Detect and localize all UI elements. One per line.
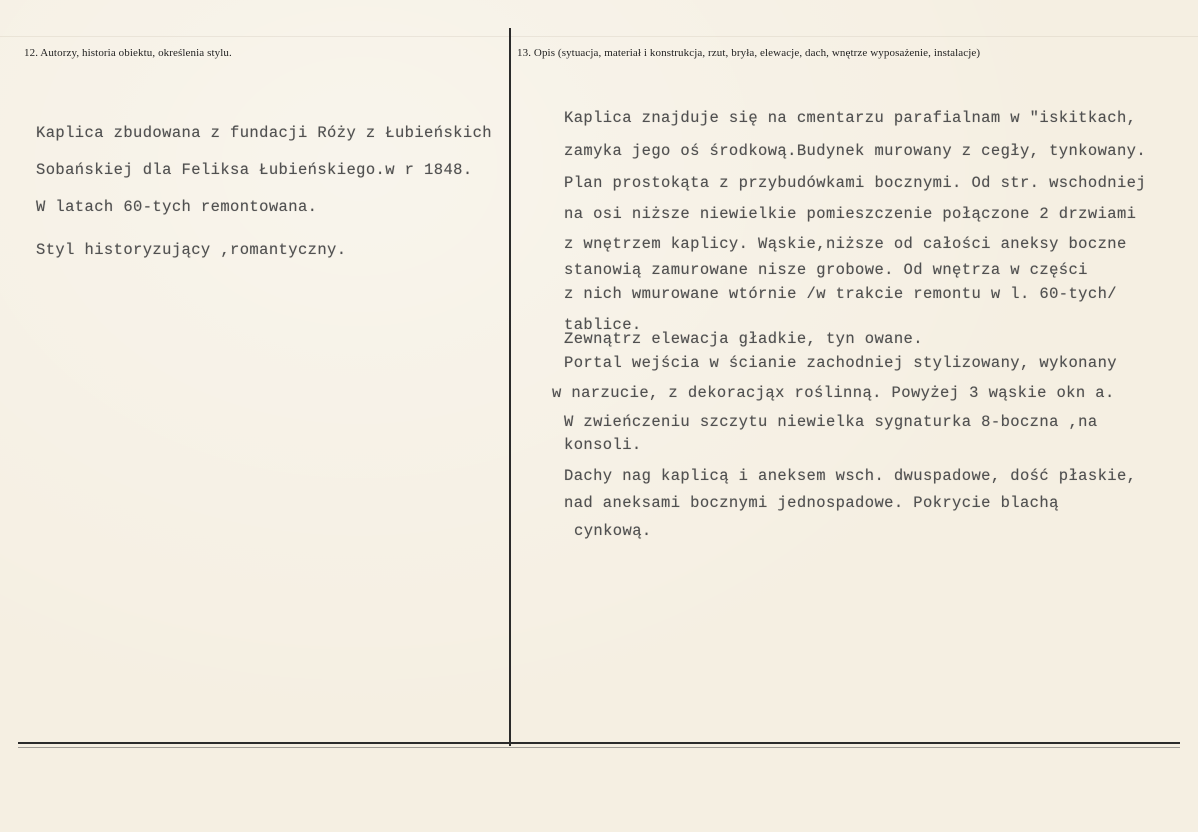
description-line: z wnętrzem kaplicy. Wąskie,niższe od całości aneksy boczne bbox=[564, 235, 1127, 253]
history-line: Styl historyzujący ,romantyczny. bbox=[36, 241, 347, 259]
history-line: Kaplica zbudowana z fundacji Róży z Łubieńskich bbox=[36, 124, 492, 142]
top-rule bbox=[0, 36, 1198, 37]
column-divider bbox=[509, 28, 511, 746]
description-line: tablice. bbox=[564, 316, 642, 334]
description-line: nad aneksami bocznymi jednospadowe. Pokrycie blachą bbox=[564, 494, 1059, 512]
bottom-rule bbox=[18, 742, 1180, 744]
description-line: W zwieńczeniu szczytu niewielka sygnaturka 8-boczna ,na bbox=[564, 413, 1098, 431]
description-line: zamyka jego oś środkową.Budynek murowany z cegły, tynkowany. bbox=[564, 142, 1147, 160]
description-line: Portal wejścia w ścianie zachodniej stylizowany, wykonany bbox=[564, 354, 1117, 372]
section-12-header: 12. Autorzy, historia obiektu, określenia stylu. bbox=[24, 47, 232, 59]
history-line: Sobańskiej dla Feliksa Łubieńskiego.w r 1848. bbox=[36, 161, 473, 179]
description-line: na osi niższe niewielkie pomieszczenie połączone 2 drzwiami bbox=[564, 205, 1137, 223]
description-line: Dachy nag kaplicą i aneksem wsch. dwuspadowe, dość płaskie, bbox=[564, 467, 1137, 485]
description-line: z nich wmurowane wtórnie /w trakcie remontu w l. 60-tych/ bbox=[564, 285, 1117, 303]
description-line: w narzucie, z dekoracjąx roślinną. Powyżej 3 wąskie okn a. bbox=[552, 384, 1115, 402]
description-line: Zewnątrz elewacja gładkie, tyn owane. bbox=[564, 330, 923, 348]
description-line: cynkową. bbox=[574, 522, 652, 540]
history-line: W latach 60-tych remontowana. bbox=[36, 198, 318, 216]
description-line: Kaplica znajduje się na cmentarzu parafialnam w "iskitkach, bbox=[564, 109, 1137, 127]
description-line: konsoli. bbox=[564, 436, 642, 454]
section-13-header: 13. Opis (sytuacja, materiał i konstrukcja, rzut, bryła, elewacje, dach, wnętrze wyposażenie, instalacje) bbox=[517, 47, 981, 59]
description-line: stanowią zamurowane nisze grobowe. Od wnętrza w części bbox=[564, 261, 1088, 279]
bottom-rule-secondary bbox=[18, 747, 1180, 748]
description-line: Plan prostokąta z przybudówkami bocznymi. Od str. wschodniej bbox=[564, 174, 1147, 192]
